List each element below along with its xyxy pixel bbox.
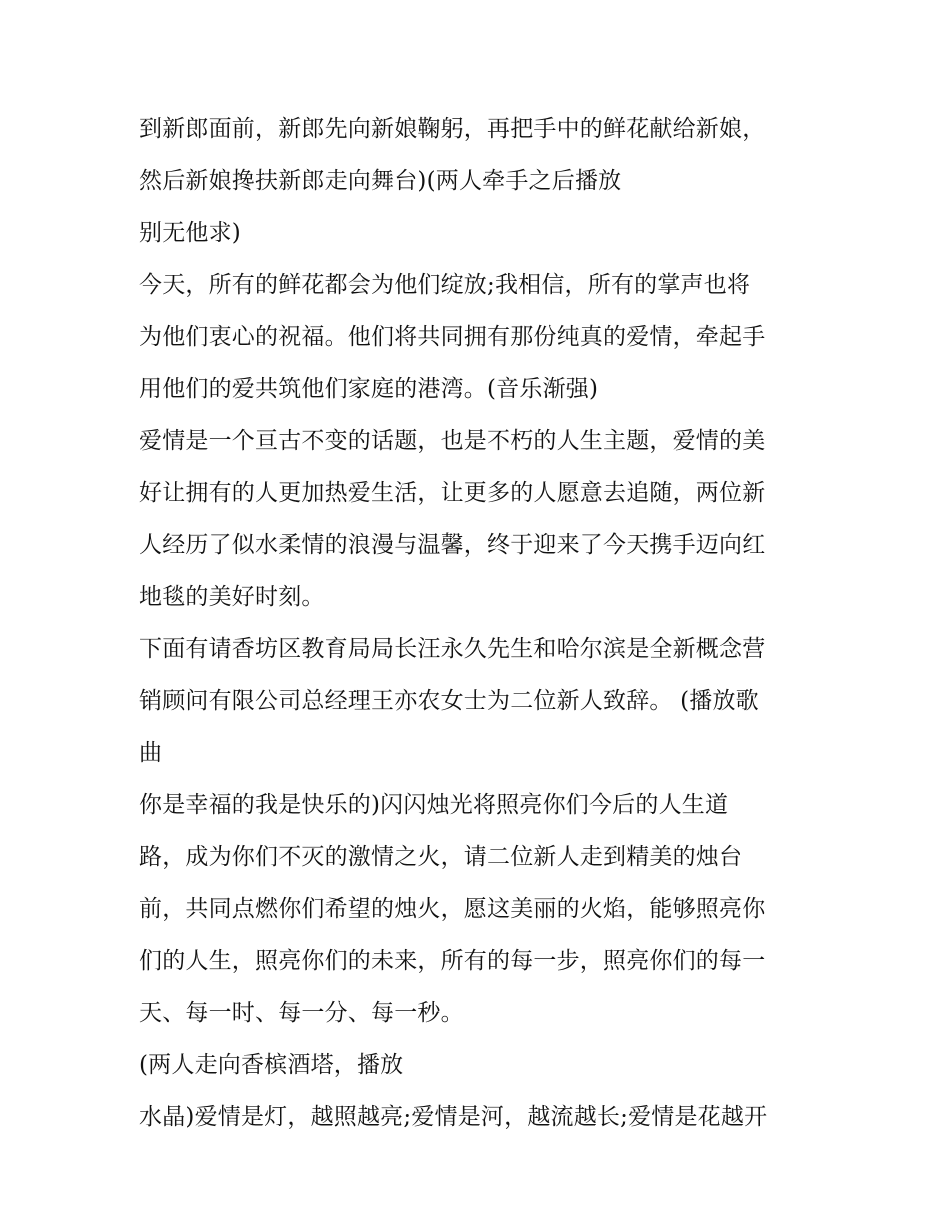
text-line: 天、每一时、每一分、每一秒。 (139, 1000, 464, 1026)
text-line: 爱情是一个亘古不变的话题，也是不朽的人生主题，爱情的美 (139, 428, 766, 454)
text-line: 你是幸福的我是快乐的)闪闪烛光将照亮你们今后的人生道 (139, 792, 729, 818)
text-line: 地毯的美好时刻。 (139, 584, 325, 610)
text-line: 到新郎面前，新郎先向新娘鞠躬，再把手中的鲜花献给新娘， (139, 116, 766, 142)
text-line: 好让拥有的人更加热爱生活，让更多的人愿意去追随，两位新 (139, 480, 766, 506)
text-line: 水晶)爱情是灯，越照越亮;爱情是河，越流越长;爱情是花越开 (139, 1104, 768, 1130)
text-line: 为他们衷心的祝福。他们将共同拥有那份纯真的爱情，牵起手 (139, 324, 766, 350)
text-line: 然后新娘搀扶新郎走向舞台)(两人牵手之后播放 (139, 168, 622, 194)
text-line: 销顾问有限公司总经理王亦农女士为二位新人致辞。 (播放歌 (139, 688, 759, 714)
text-line: 今天，所有的鲜花都会为他们绽放;我相信，所有的掌声也将 (139, 272, 751, 298)
text-line: 用他们的爱共筑他们家庭的港湾。(音乐渐强) (139, 376, 599, 402)
text-line: 曲 (139, 740, 163, 766)
text-line: 人经历了似水柔情的浪漫与温馨，终于迎来了今天携手迈向红 (139, 532, 766, 558)
text-line: (两人走向香槟酒塔，播放 (139, 1052, 404, 1078)
text-line: 前，共同点燃你们希望的烛火，愿这美丽的火焰，能够照亮你 (139, 896, 766, 922)
text-line: 们的人生，照亮你们的未来，所有的每一步，照亮你们的每一 (139, 948, 766, 974)
text-line: 下面有请香坊区教育局局长汪永久先生和哈尔滨是全新概念营 (139, 636, 766, 662)
document-body (139, 103, 839, 1143)
text-line: 路，成为你们不灭的激情之火，请二位新人走到精美的烛台 (139, 844, 743, 870)
text-line: 别无他求) (139, 220, 241, 246)
